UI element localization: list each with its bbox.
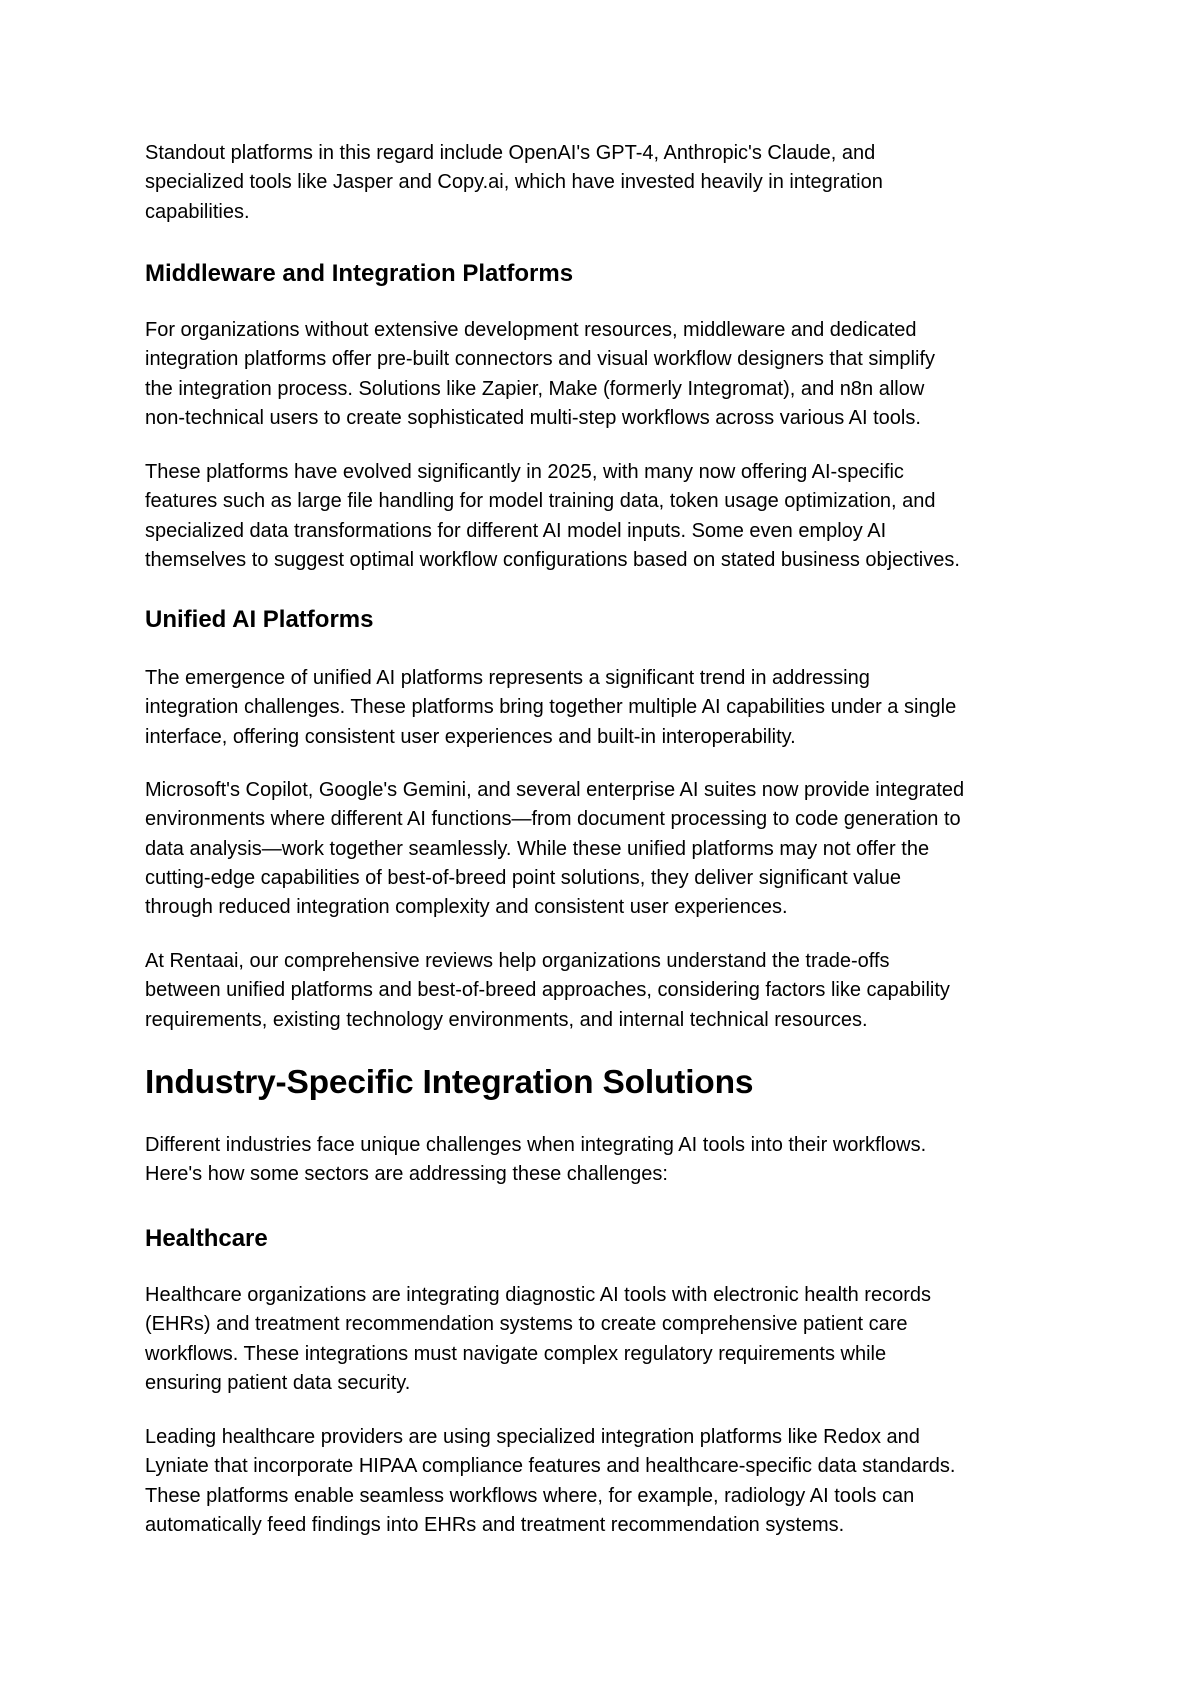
text-line: Healthcare organizations are integrating diagnostic AI tools with electronic health records [145,1284,931,1306]
text-line: workflows. These integrations must navigate complex regulatory requirements while [145,1342,887,1365]
heading-healthcare: Healthcare [145,1225,268,1252]
text-line: These platforms have evolved significantly in 2025, with many now offering AI-specific [145,461,904,483]
text-line: Different industries face unique challenges when integrating AI tools into their workflows. [145,1134,927,1156]
unified-paragraph-2 [145,776,1075,922]
unified-paragraph-1 [145,664,1075,752]
text-line: through reduced integration complexity and consistent user experiences. [145,896,788,919]
text-line: environments where different AI functions—from document processing to code generation to [145,808,961,831]
text-line: capabilities. [145,200,250,223]
text-line: The emergence of unified AI platforms represents a significant trend in addressing [145,667,870,689]
text-line: cutting-edge capabilities of best-of-breed point solutions, they deliver significant value [145,866,901,889]
middleware-paragraph-1 [145,316,1075,433]
healthcare-paragraph-2 [145,1423,1075,1540]
heading-unified-ai-platforms: Unified AI Platforms [145,606,374,633]
heading-middleware-integration-platforms: Middleware and Integration Platforms [145,260,574,287]
text-line: data analysis—work together seamlessly. While these unified platforms may not offer the [145,837,930,860]
text-line: requirements, existing technology environments, and internal technical resources. [145,1008,868,1031]
text-line: Lyniate that incorporate HIPAA compliance features and healthcare-specific data standards. [145,1455,956,1478]
healthcare-paragraph-1 [145,1281,1075,1398]
text-line: themselves to suggest optimal workflow configurations based on stated business objectives. [145,548,960,571]
text-line: integration challenges. These platforms bring together multiple AI capabilities under a single [145,696,957,719]
text-line: These platforms enable seamless workflows where, for example, radiology AI tools can [145,1484,915,1507]
text-line: Leading healthcare providers are using specialized integration platforms like Redox and [145,1426,920,1448]
heading-industry-specific-integration-solutions: Industry-Specific Integration Solutions [145,1064,754,1101]
text-line: Microsoft's Copilot, Google's Gemini, and several enterprise AI suites now provide integrated [145,779,965,801]
unified-paragraph-3 [145,947,1075,1035]
text-line: automatically feed findings into EHRs and treatment recommendation systems. [145,1513,845,1536]
text-line: the integration process. Solutions like Zapier, Make (formerly Integromat), and n8n allow [145,377,925,400]
text-line: specialized data transformations for different AI model inputs. Some even employ AI [145,519,887,542]
text-line: non-technical users to create sophisticated multi-step workflows across various AI tools. [145,406,921,429]
text-line: At Rentaai, our comprehensive reviews help organizations understand the trade-offs [145,950,890,972]
text-line: For organizations without extensive development resources, middleware and dedicated [145,319,917,341]
text-line: Here's how some sectors are addressing these challenges: [145,1163,668,1186]
text-line: specialized tools like Jasper and Copy.ai, which have invested heavily in integration [145,171,883,194]
intro-paragraph [145,139,1075,227]
text-line: features such as large file handling for model training data, token usage optimization, and [145,490,936,513]
text-line: Standout platforms in this regard include OpenAI's GPT-4, Anthropic's Claude, and [145,142,876,164]
text-line: ensuring patient data security. [145,1371,411,1394]
middleware-paragraph-2 [145,458,1075,575]
text-line: interface, offering consistent user experiences and built-in interoperability. [145,725,796,748]
text-line: integration platforms offer pre-built connectors and visual workflow designers that simplify [145,348,935,371]
text-line: between unified platforms and best-of-breed approaches, considering factors like capability [145,979,950,1002]
industry-intro-paragraph [145,1131,1075,1190]
text-line: (EHRs) and treatment recommendation systems to create comprehensive patient care [145,1313,908,1336]
